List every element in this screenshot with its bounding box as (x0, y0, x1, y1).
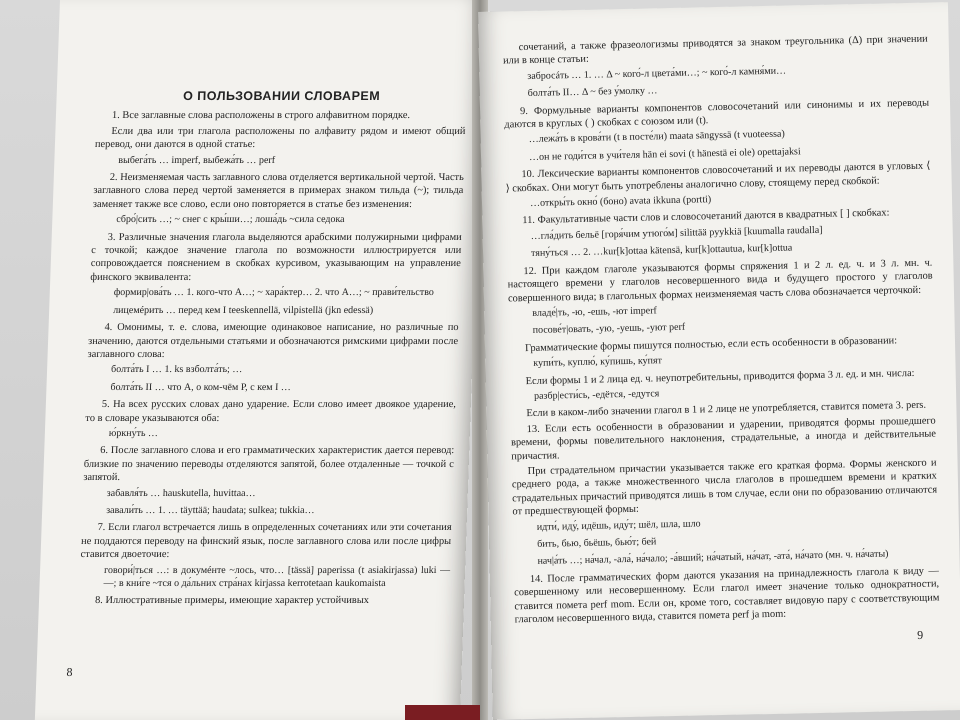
paragraph: 9. Формульные варианты компонентов словосочетаний или синонимы и их переводы даются в круглых ( ) скобках с союзом или (t). (504, 97, 930, 131)
paragraph: сочетаний, а также фразеологизмы приводятся за знаком треугольника (Δ) при значении или в конце статьи: (502, 33, 928, 67)
right-page (478, 2, 960, 720)
example: …гла́дить бельё [горя́чим утюго́м] silittää pyykkiä [kuumalla raudalla] (530, 224, 823, 242)
example: болта́ть I … 1. ks взболта́ть; … (110, 364, 243, 376)
example: завали́ть … 1. … täyttää; haudata; sulkea; tukkia… (105, 504, 315, 516)
paragraph: 7. Если глагол встречается лишь в определенных сочетаниях или эти сочетания не поддаются переводу на финский язык, после заглавного слова или после цифры ставится двоеточие: (80, 522, 452, 561)
example: посове́т|овать, -ую, -уешь, -уют perf (532, 322, 686, 337)
example: ю́ркну́ть … (108, 427, 159, 439)
paragraph: 14. После грамматических форм даются указания на принадлежность глагола к виду — совершенному или несовершенному. Если глагол имеет значение только однократности, ставится помета perf mom. Если он, кроме того, составляет видовую пару с соответствующим глаголом несовершенного вида, ставится помета perf ja mom: (514, 565, 940, 626)
example: болта́ть II … что А, о ком-чём P, с кем I … (110, 381, 292, 393)
example: формир|ова́ть … 1. кого-что А…; ~ хара́ктер… 2. что А…; ~ прави́тельство (113, 287, 435, 299)
page-number: 9 (916, 627, 924, 642)
page-number: 8 (66, 665, 73, 679)
paragraph: 6. После заглавного слова и его грамматических характеристик дается перевод: близкие по значению переводы отделяются запятой, более отдаленные — точкой с запятой. (83, 445, 455, 484)
paragraph: 11. Факультативные части слов и словосочетаний даются в квадратных [ ] скобках: (522, 207, 890, 227)
paragraph: 2. Неизменяемая часть заглавного слова отделяется вертикальной чертой. Часть заглавного слова перед чертой заменяется в примерах знаком тильда (~); тильда заменяет также все слово, если оно повторяется в статье без изменения: (92, 172, 464, 210)
example: …лежа́ть в крова́ти (t в посте́ли) maata sängyssä (t vuoteessa) (528, 129, 785, 146)
right-page-text (503, 33, 940, 629)
example: болта́ть II… Δ ~ без у́молку … (527, 85, 658, 100)
example: …он не годи́тся в учи́теля hän ei sovi (t hänestä ei ole) opettajaksi (528, 146, 801, 163)
example: бить, бью, бьёшь, бью́т; бей (537, 536, 657, 550)
example: тяну́ться … 2. …kur[k]ottaa kätensä, kur[k]ottautua, kur[k]ottua (530, 242, 793, 260)
example: сбро́|сить …; ~ снег с кры́ши…; лоша́дь ~сила седока (116, 214, 345, 226)
example: забросáть … 1. … Δ ~ кого́-л цвета́ми…; ~ кого́-л камня́ми… (527, 65, 787, 82)
paragraph: 13. Если есть особенности в образовании и ударении, приводятся формы прошедшего времени, формы повелительного наклонения, страдательные, а иногда и действительные причастия. (510, 415, 937, 462)
book-spine (405, 705, 480, 720)
paragraph: 12. При каждом глаголе указываются формы спряжения 1 и 2 л. ед. ч. и 3 л. мн. ч. настоящего времени у глаголов несовершенного вида и будущего простого у глаголов совершенного вида; в глагольных формах неизменяемая часть слова обозначается черточкой: (507, 257, 933, 304)
left-page-text (79, 90, 467, 610)
example: …откры́ть окно́ (боно) avata ikkuna (portti) (529, 194, 712, 210)
example: разбр|ести́сь, -едётся, -едутся (533, 388, 660, 402)
example: владе́|ть, -ю, -ешь, -ют imperf (532, 305, 657, 319)
paragraph: Если два или три глагола расположены по алфавиту рядом и имеют общий перевод, они даются в одной статье: (94, 125, 466, 151)
example: говори́|ться …: в докумéнте ~лось, что… [tässä] paperissa (t asiakirjassa) luki — —; в кни́ге ~тся о да́льних стра́нах kirjassa kerrotetaan kaukomaista (103, 564, 451, 589)
paragraph: 10. Лексические варианты компонентов словосочетаний и их переводы даются в угловых ⟨ ⟩ скобках. Они могут быть употреблены аналогично слову, стоящему перед скобкой: (505, 160, 931, 195)
paragraph: Если в каком-либо значении глагол в 1 и 2 лице не употребляется, ставится помета 3. pers. (526, 400, 927, 420)
paragraph: 3. Различные значения глагола выделяются арабскими полужирными цифрами с точкой; каждое значение глагола по возможности иллюстрируется или сопровождается пояснением в скобках курсивом, указывающим на управление финского эквивалента: (90, 231, 462, 283)
paragraph: 1. Все заглавные слова расположены в строго алфавитном порядке. (111, 110, 411, 122)
paragraph: 4. Омонимы, т. е. слова, имеющие одинаковое написание, но различные по значению, даются отдельными статьями и обозначаются римскими цифрами после заглавного слова: (87, 322, 459, 360)
example: идти́, иду́, идёшь, иду́т; шёл, шла, шло (536, 518, 701, 533)
example: нач|а́ть …; на́чал, -ала́, на́чало; -а́вший; на́чатый, на́чат, -ата́, на́чато (мн. ч. на́чаты) (537, 548, 889, 568)
example: забавля́ть … hauskutella, huvittaa… (106, 487, 256, 499)
left-page (35, 0, 485, 720)
paragraph: При страдательном причастии указывается также его краткая форма. Формы женского и среднего рода, а также множественного числа глаголов в прошедшем времени и кратких страдательных причастий приводятся лишь в том случае, если они по образованию отличаются от предшествующей формы: (511, 457, 938, 518)
example: выбега́ть … imperf, выбежа́ть … perf (118, 154, 276, 166)
paragraph: 8. Иллюстративные примеры, имеющие характер устойчивых (94, 595, 370, 607)
example: купи́ть, куплю́, ку́пишь, ку́пят (533, 355, 663, 370)
paragraph: 5. На всех русских словах дано ударение. Если слово имеет двоякое ударение, то в словаре указываются оба: (85, 399, 457, 424)
paragraph: Грамматические формы пишутся полностью, если есть особенности в образовании: (524, 335, 898, 354)
paragraph: Если формы 1 и 2 лица ед. ч. неупотребительны, приводится форма 3 л. ед. и мн. числа: (525, 367, 915, 387)
section-heading: О ПОЛЬЗОВАНИИ СЛОВАРЕМ (182, 89, 381, 103)
example: лицемéрить … перед кем I teeskennellä, vilpistellä (jkn edessä) (112, 304, 374, 316)
